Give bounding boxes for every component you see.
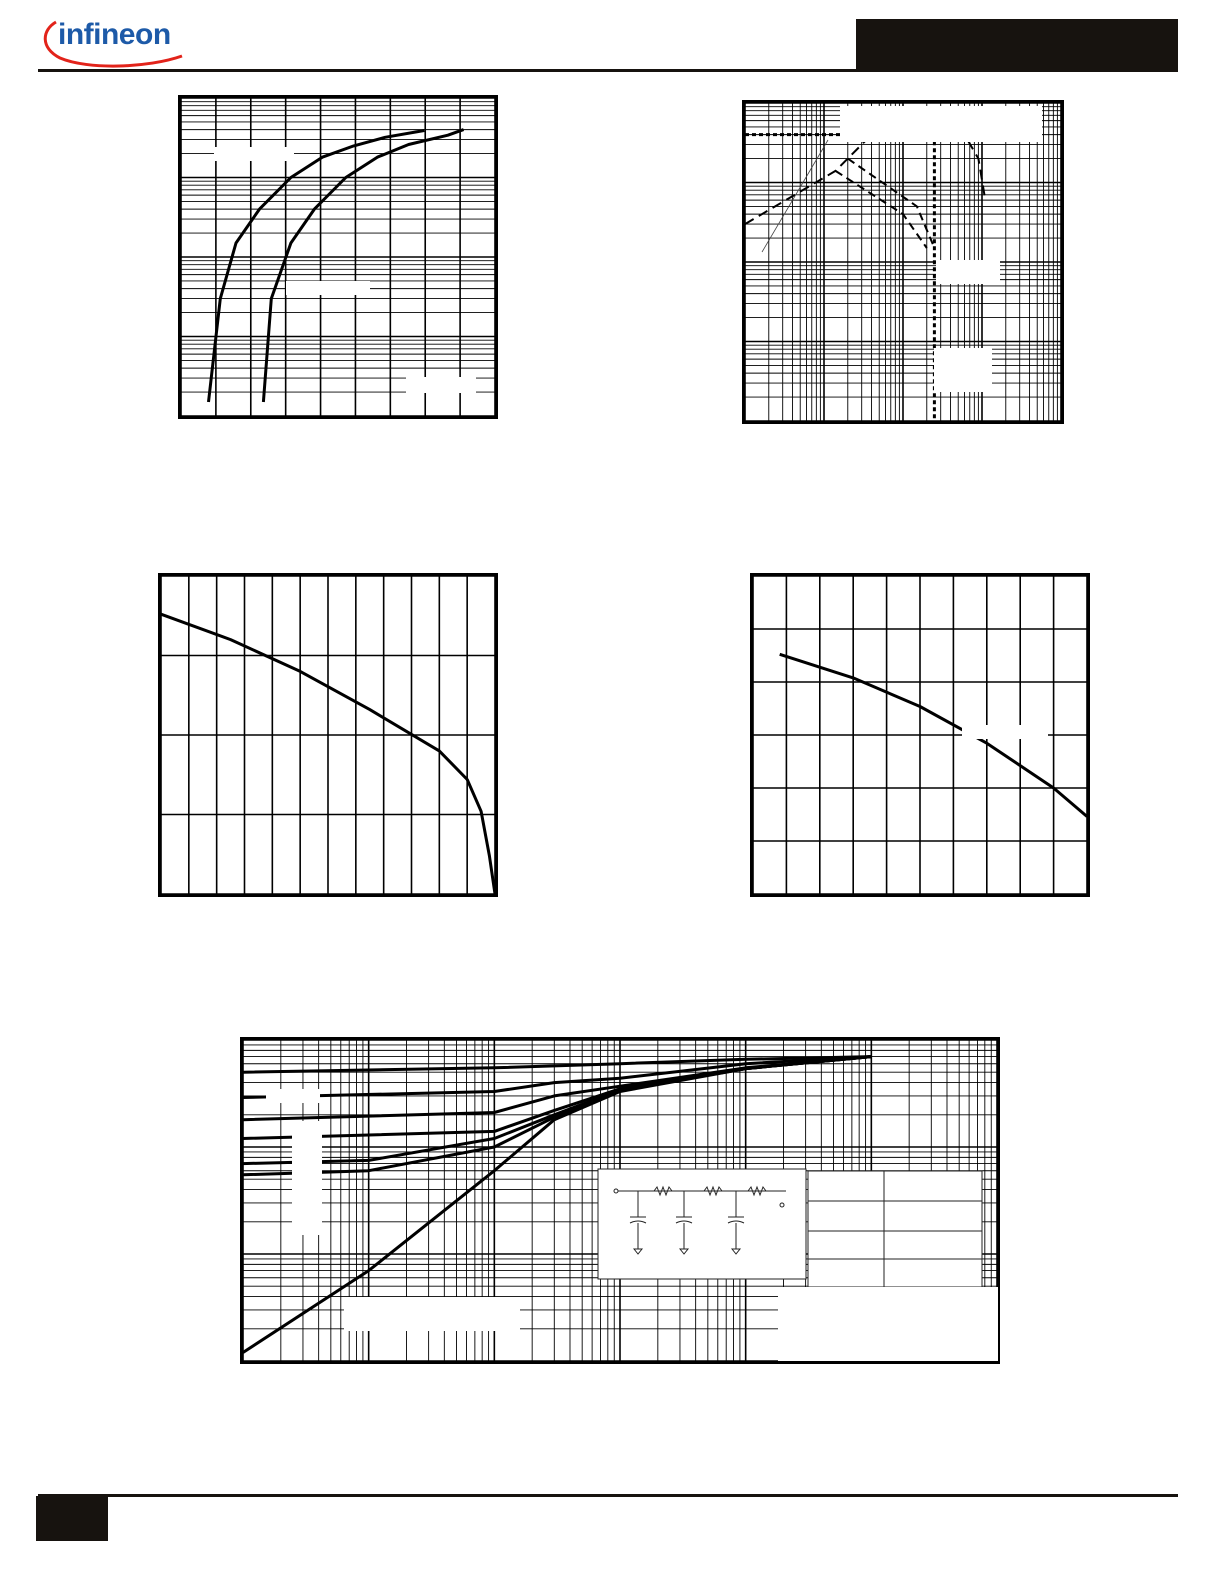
page-number-box <box>36 1496 108 1541</box>
series-label-mask-col <box>292 1121 322 1235</box>
series-label-mask-bottom <box>344 1297 520 1331</box>
label-mask <box>962 725 1048 739</box>
header-title-bar <box>856 19 1178 71</box>
footer-rule <box>38 1494 1178 1497</box>
series-label-mask-top <box>266 1089 320 1103</box>
notes-mask <box>778 1287 998 1361</box>
rc-values-table <box>808 1171 982 1287</box>
chart-3 <box>158 573 498 897</box>
rc-network-inset <box>598 1169 806 1279</box>
chart-1 <box>178 95 498 419</box>
label-mask-b <box>286 281 370 295</box>
chart-2 <box>742 100 1064 424</box>
label-mask-low <box>934 348 992 392</box>
label-mask-c <box>406 377 476 393</box>
chart-5 <box>240 1037 1000 1364</box>
logo-text: infineon <box>58 18 171 51</box>
header-rule <box>38 69 1178 72</box>
infineon-logo <box>38 8 188 70</box>
chart-4 <box>750 573 1090 897</box>
label-mask-mid <box>936 260 1000 284</box>
label-mask-a <box>214 147 294 161</box>
label-mask-top <box>840 106 1042 142</box>
